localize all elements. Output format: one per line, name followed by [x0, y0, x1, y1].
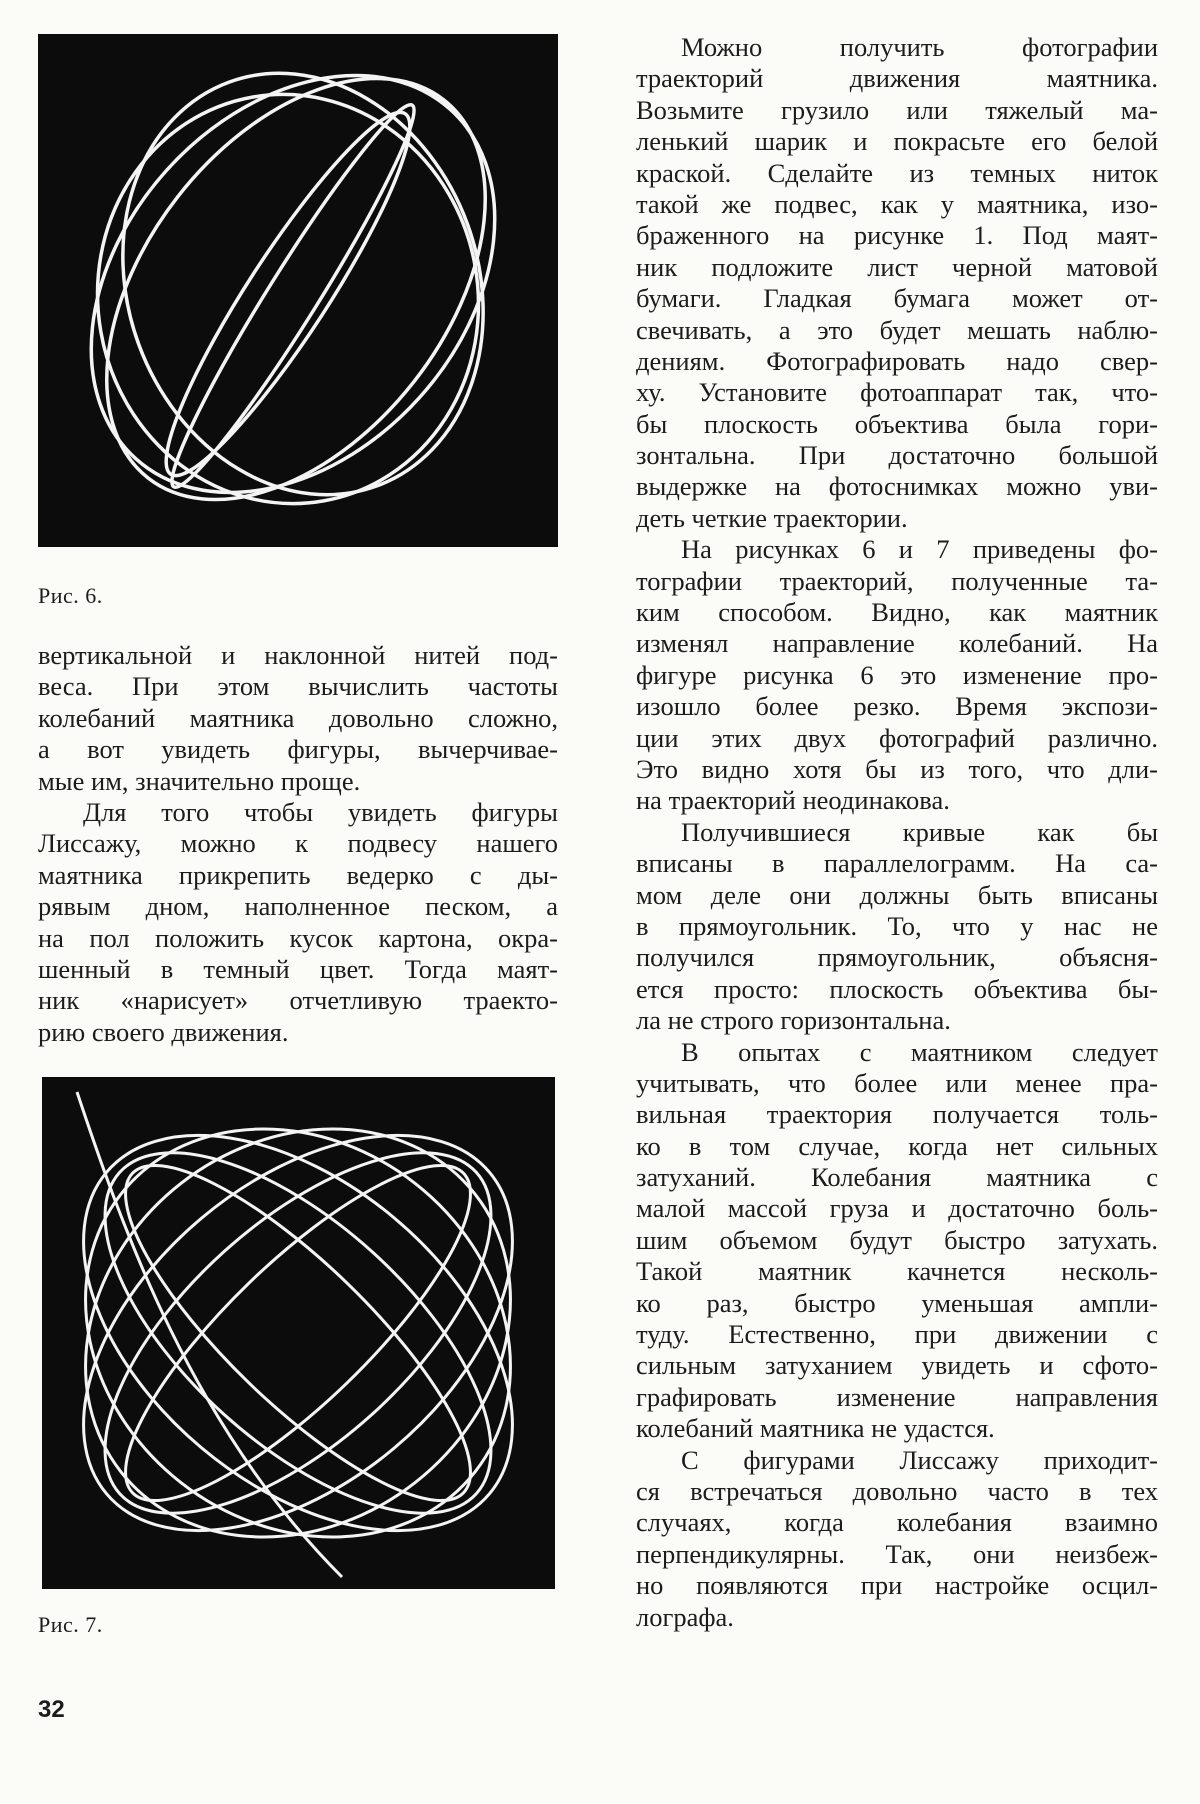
text-line: На рисунках 6 и 7 приведены фо-	[681, 534, 1158, 565]
text-line: ко раз, быстро уменьшая ампли-	[636, 1287, 1158, 1318]
figure-6-photo	[38, 34, 558, 547]
paragraph	[38, 640, 558, 797]
text-line: траекторий движения маятника.	[636, 63, 1158, 94]
text-line: Лиссажу, можно к подвесу нашего	[38, 828, 558, 859]
text-line: ник подложите лист черной матовой	[636, 251, 1158, 282]
text-line: малой массой груза и достаточно боль-	[636, 1193, 1158, 1224]
text-line: бумаги. Гладкая бумага может от-	[636, 283, 1158, 314]
page-number: 32	[38, 1696, 65, 1723]
text-line: мые им, значительно проще.	[38, 765, 361, 796]
text-line: свечивать, а это будет мешать наблю-	[636, 314, 1158, 345]
text-line: маятника прикрепить ведерко с ды-	[38, 859, 558, 890]
text-line: вильная траектория получается толь-	[636, 1099, 1158, 1130]
text-line: Такой маятник качнется несколь-	[636, 1256, 1158, 1287]
text-line: ко в том случае, когда нет сильных	[636, 1130, 1158, 1161]
text-line: выдержке на фотоснимках можно уви-	[636, 471, 1158, 502]
text-line: Это видно хотя бы из того, что дли-	[636, 753, 1158, 784]
text-line: Можно получить фотографии	[681, 32, 1158, 62]
text-line: тографии траекторий, полученные та-	[636, 565, 1158, 596]
text-line: ции этих двух фотографий различно.	[636, 722, 1158, 753]
text-line: Получившиеся кривые как бы	[681, 816, 1158, 847]
text-line: мом деле они должны быть вписаны	[636, 879, 1158, 910]
text-line: вертикальной и наклонной нитей под-	[38, 640, 558, 670]
text-line: зонтальна. При достаточно большой	[636, 440, 1158, 471]
text-line: колебаний маятника довольно сложно,	[38, 702, 558, 733]
figure-7-caption: Рис. 7.	[38, 1612, 103, 1637]
text-line: В опытах с маятником следует	[681, 1036, 1158, 1067]
text-line: шим объемом будут быстро затухать.	[636, 1224, 1158, 1255]
text-line: бы плоскость объектива была гори-	[636, 408, 1158, 439]
paragraph	[636, 817, 1158, 1037]
text-line: графировать изменение направления	[636, 1381, 1158, 1412]
text-line: ник «нарисует» отчетливую траекто-	[38, 985, 558, 1016]
text-line: изменял направление колебаний. На	[636, 628, 1158, 659]
text-line: туду. Естественно, при движении с	[636, 1319, 1158, 1350]
text-line: деть четкие траектории.	[636, 502, 908, 533]
paragraph	[636, 1445, 1158, 1633]
text-line: Возьмите грузило или тяжелый ма-	[636, 94, 1158, 125]
text-line: ленький шарик и покрасьте его белой	[636, 126, 1158, 157]
paragraph	[636, 534, 1158, 817]
text-line: дениям. Фотографировать надо свер-	[636, 345, 1158, 376]
right-text-column	[636, 32, 1158, 1633]
text-line: веса. При этом вычислить частоты	[38, 671, 558, 702]
text-line: в прямоугольник. То, что у нас не	[636, 910, 1158, 941]
text-line: рявым дном, наполненное песком, а	[38, 891, 558, 922]
figure-6-caption: Рис. 6.	[38, 583, 103, 608]
text-line: фигуре рисунка 6 это изменение про-	[636, 659, 1158, 690]
text-line: краской. Сделайте из темных ниток	[636, 157, 1158, 188]
text-line: С фигурами Лиссажу приходит-	[681, 1444, 1158, 1475]
text-line: Для того чтобы увидеть фигуры	[83, 796, 558, 827]
text-line: ла не строго горизонтальна.	[636, 1005, 951, 1036]
text-line: но появляются при настройке осцил-	[636, 1570, 1158, 1601]
text-line: затуханий. Колебания маятника с	[636, 1162, 1158, 1193]
text-line: случаях, когда колебания взаимно	[636, 1507, 1158, 1538]
text-line: ется просто: плоскость объектива бы-	[636, 973, 1158, 1004]
text-line: на траекторий неодинакова.	[636, 785, 950, 816]
paragraph	[636, 1037, 1158, 1445]
left-text-column	[38, 640, 558, 1048]
text-line: рию своего движения.	[38, 1016, 289, 1047]
text-line: а вот увидеть фигуры, вычерчивае-	[38, 734, 558, 765]
paragraph	[38, 797, 558, 1048]
text-line: сильным затуханием увидеть и сфото-	[636, 1350, 1158, 1381]
text-line: лографа.	[636, 1601, 734, 1632]
text-line: перпендикулярны. Так, они неизбеж-	[636, 1538, 1158, 1569]
text-line: колебаний маятника не удастся.	[636, 1413, 995, 1444]
text-line: на пол положить кусок картона, окра-	[38, 922, 558, 953]
text-line: вписаны в параллелограмм. На са-	[636, 848, 1158, 879]
text-line: ся встречаться довольно часто в тех	[636, 1475, 1158, 1506]
text-line: изошло более резко. Время экспози-	[636, 691, 1158, 722]
text-line: шенный в темный цвет. Тогда маят-	[38, 953, 558, 984]
text-line: учитывать, что более или менее пра-	[636, 1067, 1158, 1098]
paragraph	[636, 32, 1158, 534]
text-line: ким способом. Видно, как маятник	[636, 597, 1158, 628]
lissajous-trajectory-fig7	[42, 1077, 555, 1589]
figure-7-photo	[42, 1077, 555, 1589]
text-line: ху. Установите фотоаппарат так, что-	[636, 377, 1158, 408]
lissajous-trajectory-fig6	[38, 34, 558, 547]
text-line: такой же подвес, как у маятника, изо-	[636, 188, 1158, 219]
text-line: браженного на рисунке 1. Под маят-	[636, 220, 1158, 251]
text-line: получился прямоугольник, объясня-	[636, 942, 1158, 973]
